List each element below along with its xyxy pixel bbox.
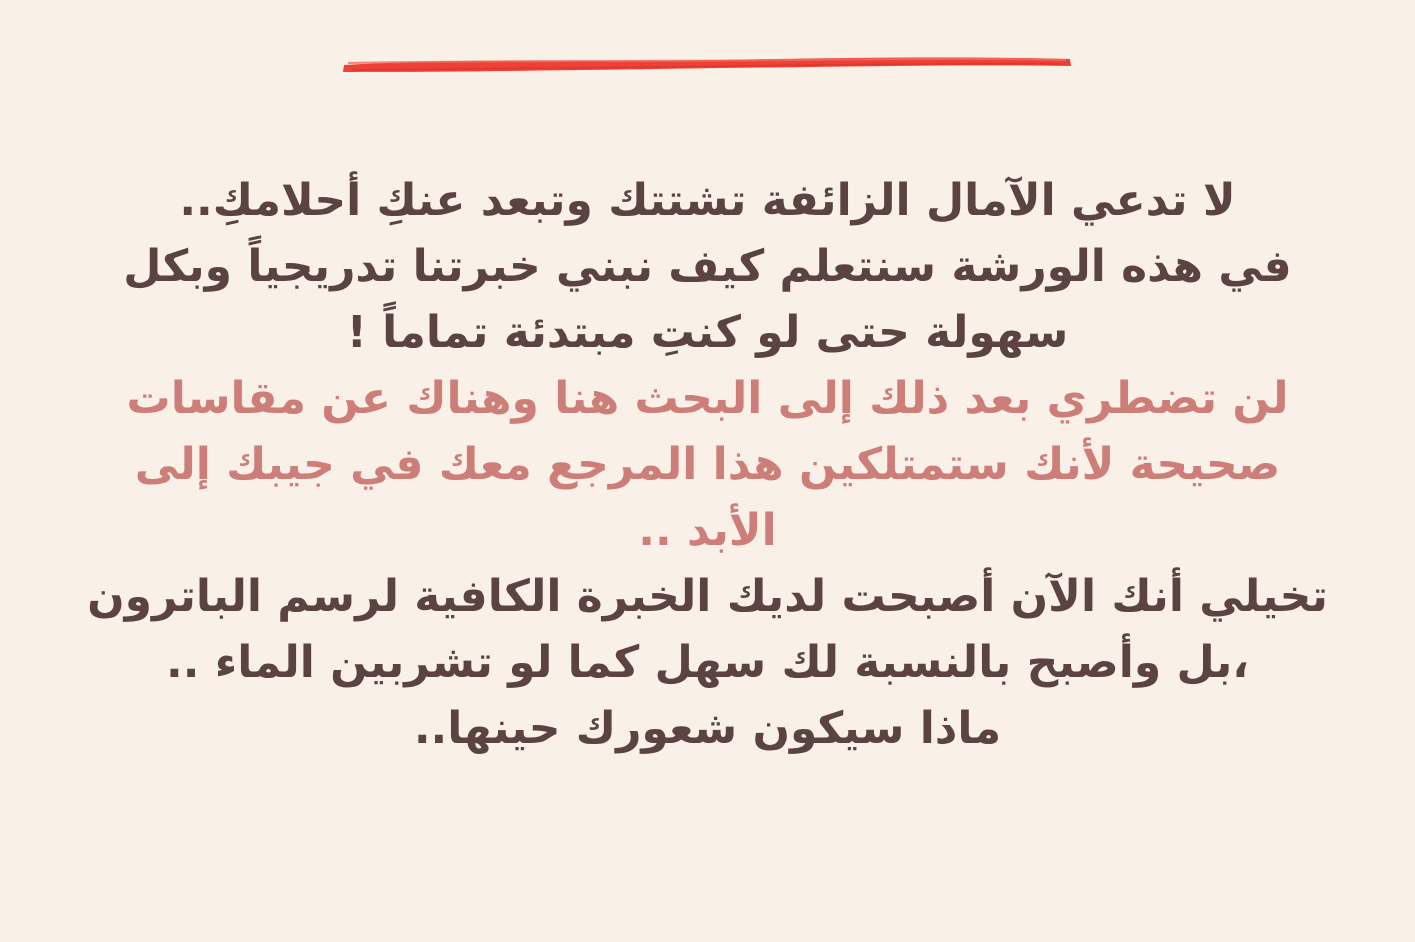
red-brush-stroke bbox=[338, 50, 1076, 78]
promo-text-block bbox=[60, 168, 1355, 762]
highlight-line-3: الأبد .. bbox=[638, 505, 777, 556]
intro-line-3: سهولة حتى لو كنتِ مبتدئة تماماً ! bbox=[346, 307, 1069, 358]
highlight-line-2: صحيحة لأنك ستمتلكين هذا المرجع معك في جيبك إلى bbox=[134, 439, 1281, 490]
intro-line-1: لا تدعي الآمال الزائفة تشتتك وتبعد عنكِ أحلامكِ.. bbox=[179, 175, 1236, 226]
closing-line-3: ماذا سيكون شعورك حينها.. bbox=[413, 703, 1002, 754]
intro-line-2: في هذه الورشة سنتعلم كيف نبني خبرتنا تدريجياً وبكل bbox=[123, 241, 1292, 292]
closing-line-2: ،بل وأصبح بالنسبة لك سهل كما لو تشربين الماء .. bbox=[165, 637, 1250, 688]
closing-line-1: تخيلي أنك الآن أصبحت لديك الخبرة الكافية لرسم الباترون bbox=[87, 571, 1328, 622]
highlight-line-1: لن تضطري بعد ذلك إلى البحث هنا وهناك عن مقاسات bbox=[126, 373, 1289, 424]
